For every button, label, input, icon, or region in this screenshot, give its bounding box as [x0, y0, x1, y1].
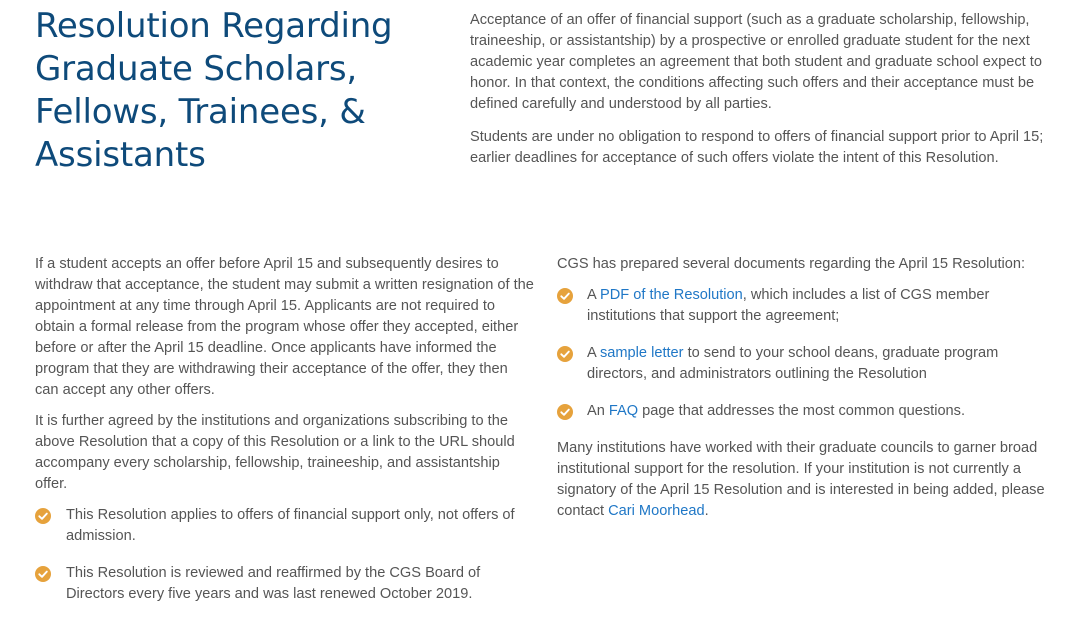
- documents-intro: CGS has prepared several documents regarding the April 15 Resolution:: [557, 256, 1026, 272]
- check-circle-icon: [35, 566, 51, 582]
- check-circle-icon: [557, 346, 573, 362]
- check-circle-icon: [557, 288, 573, 304]
- closing-paragraph: [557, 438, 1057, 522]
- list-item-suffix: to send to your school deans, graduate program directors, and administrators outlining the Resolution: [587, 345, 999, 382]
- left-column: [35, 254, 535, 621]
- list-item: [557, 285, 1057, 327]
- list-item: [557, 401, 1057, 422]
- list-item-prefix: A: [587, 287, 600, 303]
- closing-period: .: [704, 503, 709, 519]
- check-circle-icon: [35, 508, 51, 524]
- list-item-text: This Resolution is reviewed and reaffirmed by the CGS Board of Directors every five years and was last renewed October 2019.: [66, 565, 481, 602]
- list-item-prefix: A: [587, 345, 600, 361]
- documents-list: [557, 285, 1057, 422]
- list-item: [35, 563, 535, 605]
- right-column: [557, 254, 1057, 532]
- list-item: [557, 343, 1057, 385]
- list-item-text: This Resolution applies to offers of financial support only, not offers of admission.: [66, 507, 515, 544]
- intro-paragraph-1: Acceptance of an offer of financial support (such as a graduate scholarship, fellowship, traineeship, or assistantship) by a prospective or enrolled graduate student for the next academic year completes an agreement that both student and graduate school expect to honor. In that context, the conditions affecting such offers and their acceptance must be defined carefully and understood by all parties.: [470, 12, 1042, 112]
- list-item-prefix: An: [587, 403, 609, 419]
- list-item: [35, 505, 535, 547]
- faq-link[interactable]: FAQ: [608, 403, 639, 419]
- list-item-suffix: , which includes a list of CGS member institutions that support the agreement;: [587, 287, 990, 324]
- intro-paragraph-2: Students are under no obligation to respond to offers of financial support prior to April 15; earlier deadlines for acceptance of such offers violate the intent of this Resolution.: [470, 129, 1044, 166]
- contact-link[interactable]: Cari Moorhead: [608, 503, 705, 519]
- resolution-notes-list: [35, 505, 535, 605]
- withdrawal-paragraph: If a student accepts an offer before April 15 and subsequently desires to withdraw that acceptance, the student may submit a written resignation of the appointment at any time through April 15. Applicants are not required to obtain a formal release from the program whose offer they accepted, either before or after the April 15 deadline. Once applicants have informed the program that they are withdrawing their acceptance of the offer, they then can accept any other offers.: [35, 256, 534, 398]
- agreement-paragraph: It is further agreed by the institutions and organizations subscribing to the above Resolution that a copy of this Resolution or a link to the URL should accompany every scholarship, fellowship, traineeship, and assistantship offer.: [35, 413, 515, 492]
- sample-letter-link[interactable]: sample letter: [599, 345, 684, 361]
- intro-section: [470, 10, 1060, 181]
- pdf-resolution-link[interactable]: PDF of the Resolution: [599, 287, 743, 303]
- closing-text: Many institutions have worked with their graduate councils to garner broad institutional support for the resolution. If your institution is not currently a signatory of the April 15 Resolution and is interested in being added, please contact: [557, 440, 1045, 519]
- page-title: Resolution Regarding Graduate Scholars, Fellows, Trainees, & Assistants: [35, 6, 393, 175]
- list-item-suffix: page that addresses the most common questions.: [638, 403, 966, 419]
- check-circle-icon: [557, 404, 573, 420]
